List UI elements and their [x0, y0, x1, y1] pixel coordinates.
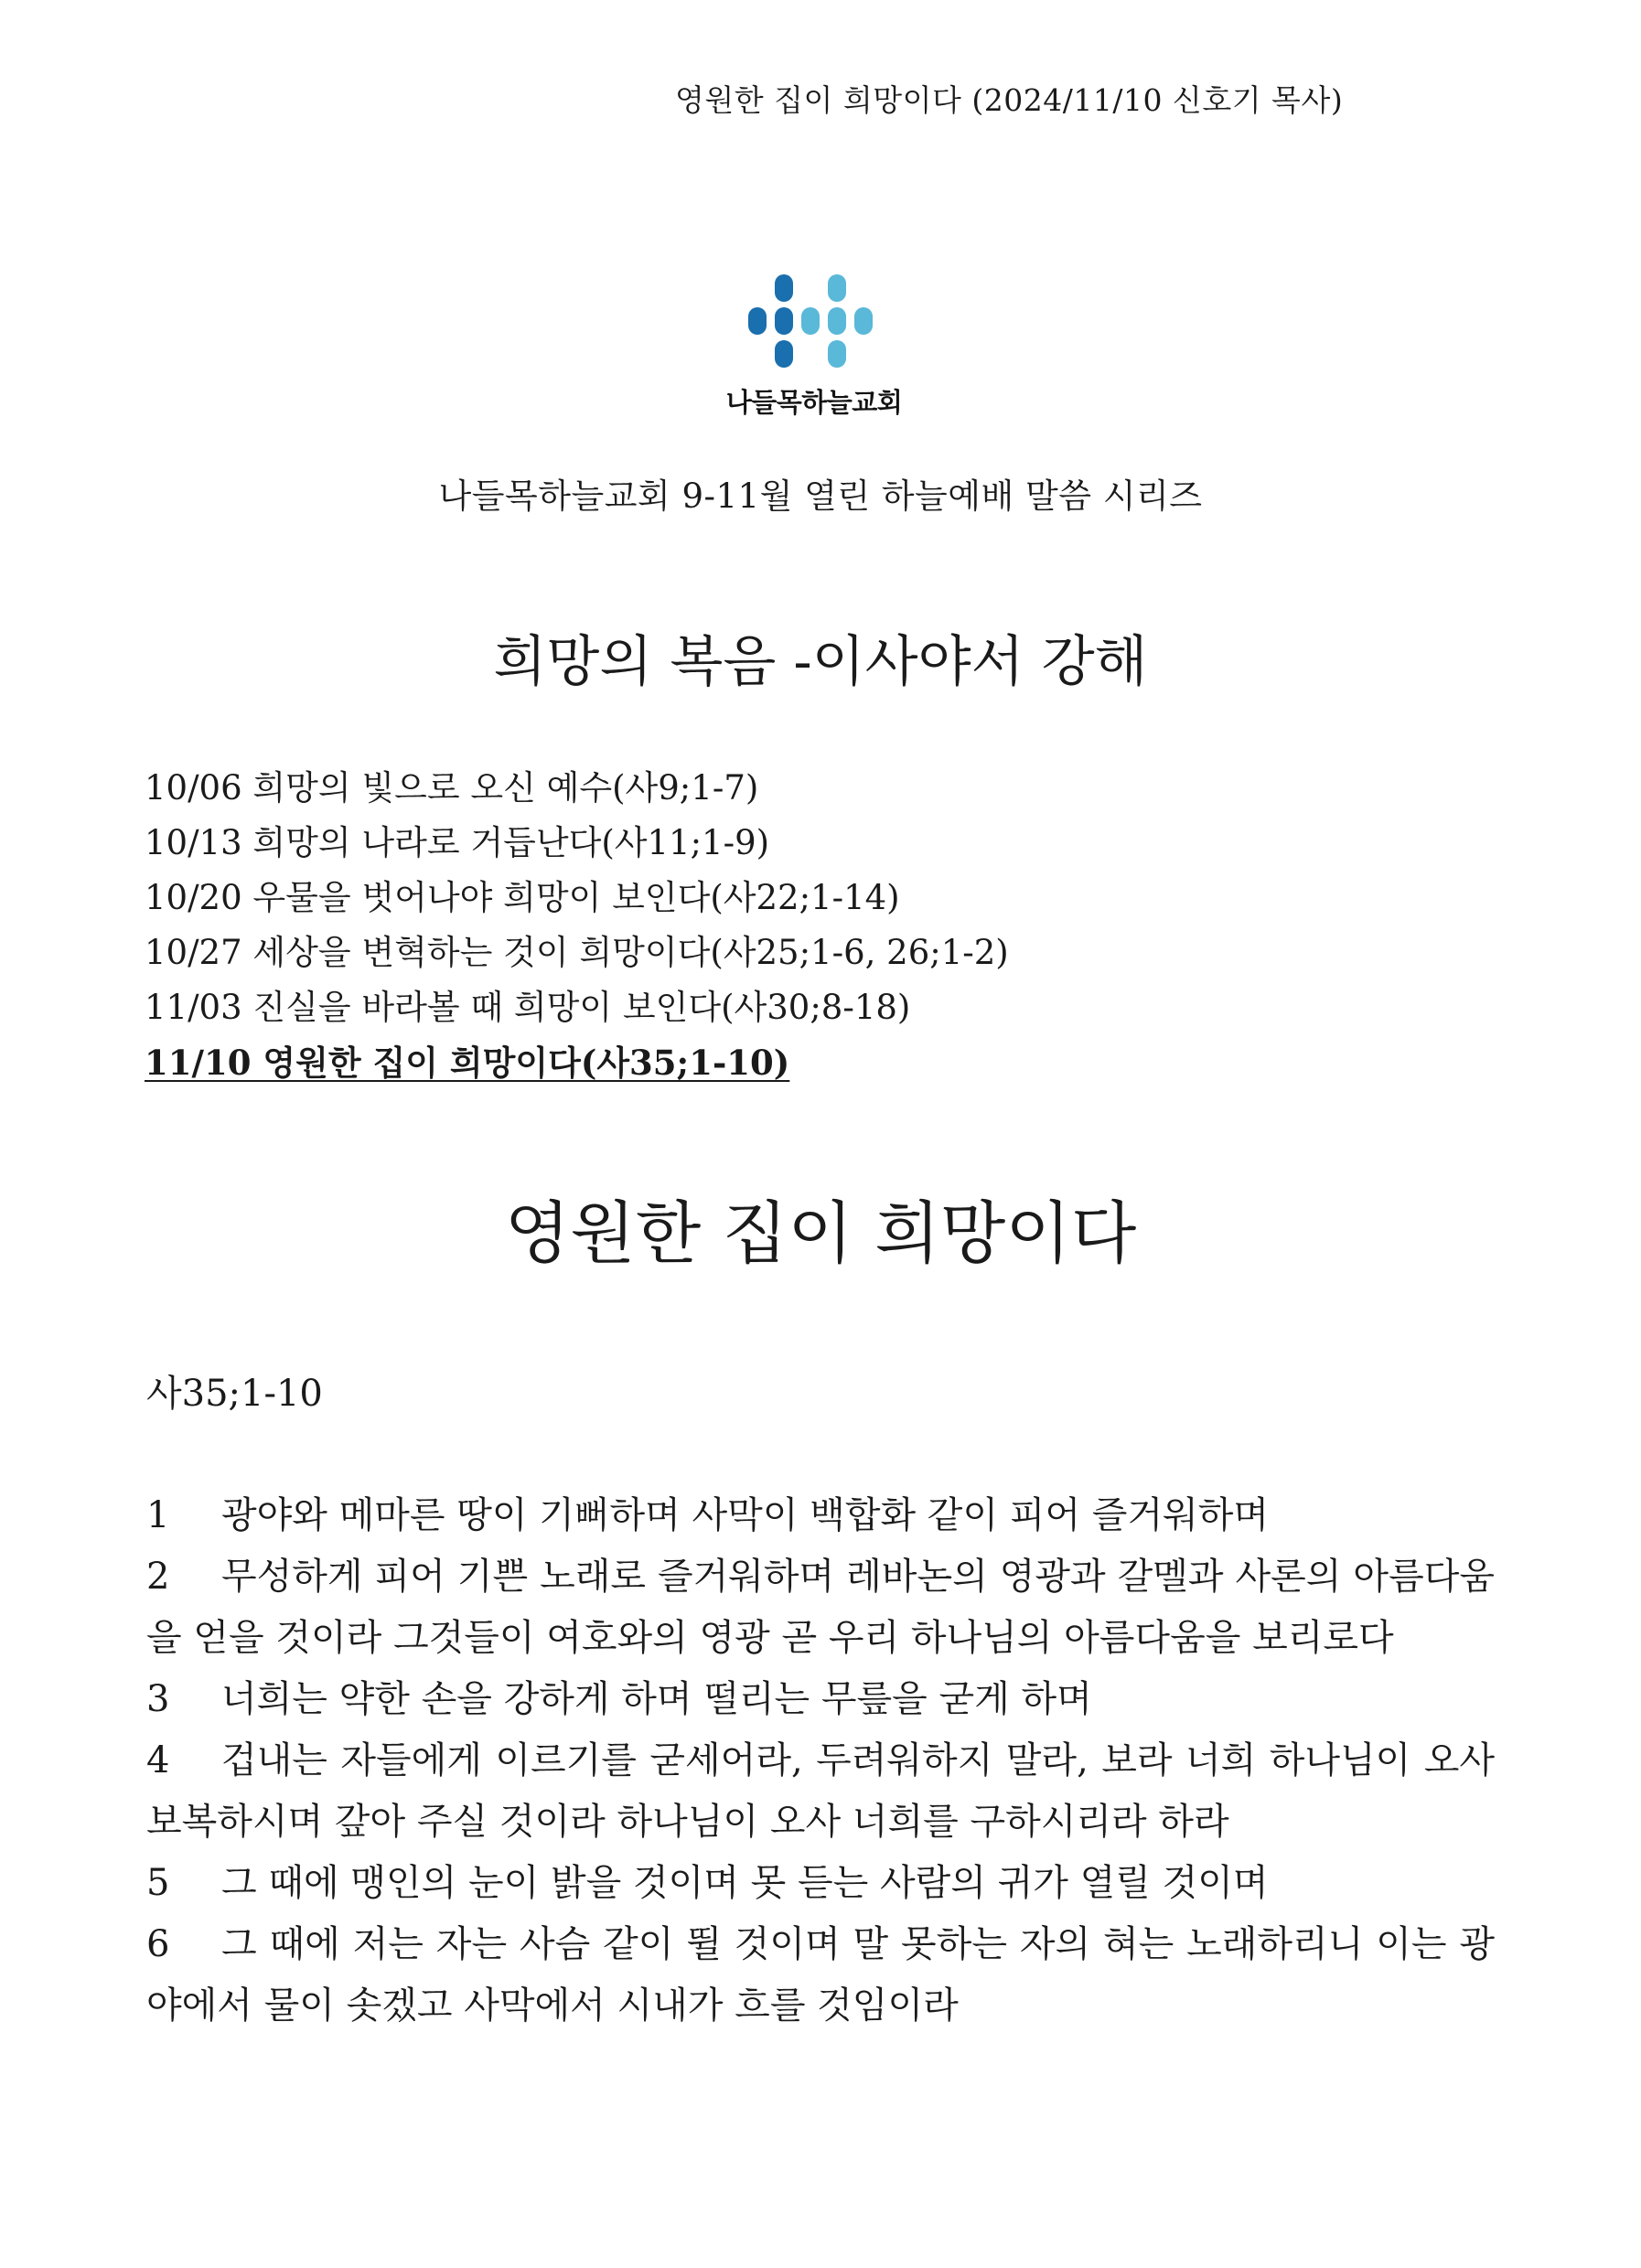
logo-wordmark: 나들목하늘교회	[725, 387, 903, 418]
church-logo	[704, 274, 924, 420]
logo-dot	[828, 274, 846, 302]
verse-text: 너희는 약한 손을 강하게 하며 떨리는 무릎을 굳게 하며	[221, 1678, 1092, 1720]
verse	[146, 1485, 1495, 1546]
scripture-reference: 사35;1-10	[146, 1373, 323, 1415]
schedule-item: 11/03 진실을 바라볼 때 희망이 보인다(사30;8-18)	[145, 988, 911, 1027]
schedule-item: 10/13 희망의 나라로 거듭난다(사11;1-9)	[145, 823, 770, 862]
logo-dot	[828, 307, 846, 335]
sermon-title: 영원한 집이 희망이다	[504, 1194, 1137, 1273]
verse-number: 3	[146, 1678, 170, 1720]
verse-text: 그 때에 맹인의 눈이 밝을 것이며 못 듣는 사람의 귀가 열릴 것이며	[221, 1862, 1269, 1904]
schedule-item: 10/27 세상을 변혁하는 것이 희망이다(사25;1-6, 26;1-2)	[145, 933, 1009, 972]
verse-number: 5	[146, 1862, 170, 1904]
verse	[146, 1914, 1495, 2037]
logo-dot	[775, 307, 793, 335]
verse	[146, 1730, 1495, 1853]
verse-text: 무성하게 피어 기쁜 노래로 즐거워하며 레바논의 영광과 갈멜과 사론의 아름다움을 얻을 것이라 그것들이 여호와의 영광 곧 우리 하나님의 아름다움을 보리로다	[146, 1556, 1495, 1659]
verse-number: 6	[146, 1923, 170, 1965]
logo-dot	[854, 307, 873, 335]
verse-text: 겁내는 자들에게 이르기를 굳세어라, 두려워하지 말라, 보라 너희 하나님이 오사 보복하시며 갚아 주실 것이라 하나님이 오사 너희를 구하시리라 하라	[146, 1739, 1495, 1843]
logo-dot	[775, 340, 793, 368]
verse	[146, 1546, 1495, 1669]
verse	[146, 1669, 1495, 1730]
logo-dot	[801, 307, 820, 335]
sermon-schedule	[145, 761, 1009, 1090]
logo-dot	[775, 274, 793, 302]
verse-number: 4	[146, 1739, 170, 1781]
logo-dot	[828, 340, 846, 368]
cross-logo-icon	[745, 274, 883, 369]
verse-number: 2	[146, 1556, 170, 1598]
verse	[146, 1853, 1495, 1914]
scripture-text	[146, 1485, 1495, 2037]
logo-dot	[748, 307, 767, 335]
document-header: 영원한 집이 희망이다 (2024/11/10 신호기 목사)	[675, 82, 1344, 118]
series-title: 희망의 복음 -이사야서 강해	[493, 630, 1148, 694]
verse-number: 1	[146, 1494, 170, 1536]
verse-text: 그 때에 저는 자는 사슴 같이 뛸 것이며 말 못하는 자의 혀는 노래하리니 이는 광야에서 물이 솟겠고 사막에서 시내가 흐를 것임이라	[146, 1923, 1495, 2027]
schedule-item: 10/06 희망의 빛으로 오신 예수(사9;1-7)	[145, 768, 759, 808]
verse-text: 광야와 메마른 땅이 기뻐하며 사막이 백합화 같이 피어 즐거워하며	[221, 1494, 1269, 1536]
schedule-item: 10/20 우물을 벗어나야 희망이 보인다(사22;1-14)	[145, 878, 900, 917]
series-intro: 나들목하늘교회 9-11월 열린 하늘예배 말씀 시리즈	[438, 476, 1203, 516]
schedule-item-current: 11/10 영원한 집이 희망이다(사35;1-10)	[145, 1043, 790, 1083]
